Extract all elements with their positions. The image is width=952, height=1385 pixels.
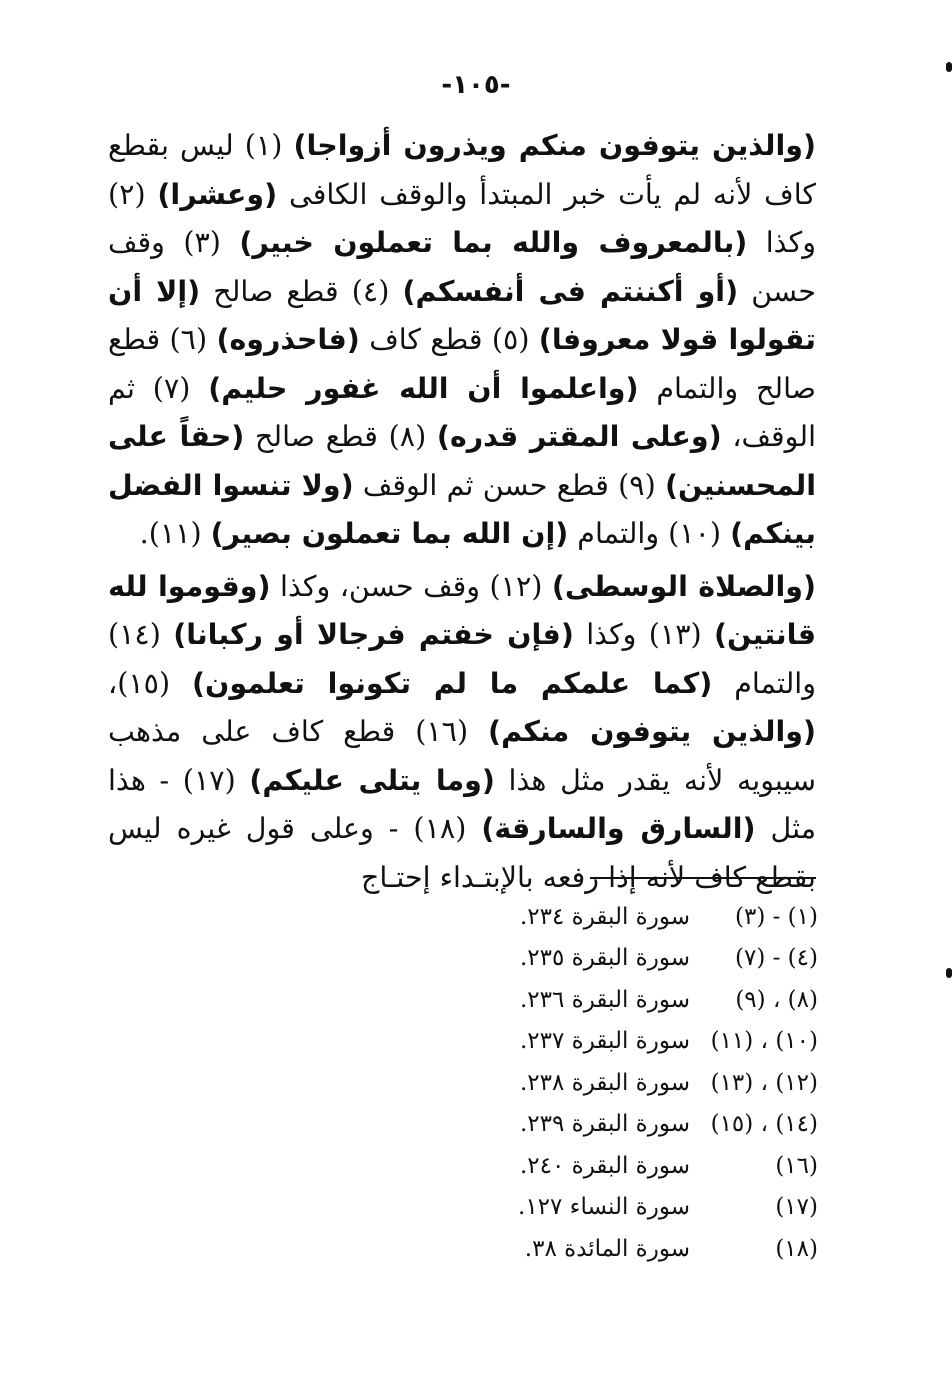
- footnote-row: [440, 1187, 818, 1229]
- quran-quote: (أو أكننتم فى أنفسكم): [402, 274, 739, 308]
- footnote-row: [440, 1062, 818, 1104]
- commentary-text: (١٦) قطع كاف على مذهب سيبويه لأنه يقدر مثل هذا: [108, 715, 816, 797]
- quran-quote: (حقاً على المحسنين): [108, 420, 816, 502]
- commentary-text: (١٢) وقف حسن، وكذا: [270, 569, 552, 603]
- footnote-ref: (٨) ، (٩): [735, 986, 818, 1013]
- footnote-source: سورة البقرة ٢٣٥.: [519, 945, 690, 972]
- commentary-text: (١) ليس بقطع كاف لأنه لم يأت خبر المبتدأ والوقف الكافى: [108, 129, 816, 211]
- body-paragraph: [108, 122, 816, 559]
- commentary-text: (٢) وكذا: [108, 177, 816, 259]
- commentary-text: (١٥)،: [108, 666, 193, 700]
- commentary-text: (١٠) والتمام: [568, 517, 731, 550]
- page-edge-mark: [946, 968, 952, 978]
- quran-quote: (السارق والسارقة): [481, 812, 756, 845]
- body-paragraph: [108, 563, 816, 903]
- commentary-text: (٣) وقف حسن: [108, 226, 816, 308]
- footnote-source: سورة البقرة ٢٣٨.: [519, 1069, 690, 1096]
- footnote-row: [440, 1021, 818, 1063]
- footnote-source: سورة البقرة ٢٣٤.: [519, 903, 690, 930]
- footnotes-list: [440, 896, 818, 1270]
- footnote-divider: [590, 877, 816, 879]
- quran-quote: (وما يتلى عليكم): [249, 763, 495, 797]
- quran-quote: (والذين يتوفون منكم): [488, 715, 816, 748]
- footnote-row: [440, 896, 818, 938]
- commentary-text: (٥) قطع كاف: [359, 323, 539, 356]
- footnote-row: [440, 1228, 818, 1270]
- commentary-text: (١٧) - هذا مثل: [108, 763, 816, 845]
- footnote-row: [440, 1145, 818, 1187]
- quran-quote: (والصلاة الوسطى): [551, 569, 817, 603]
- commentary-text: (٧) ثم الوقف،: [108, 371, 817, 453]
- commentary-text: (٤) قطع صالح: [200, 274, 403, 308]
- footnote-ref: (١٤) ، (١٥): [710, 1111, 818, 1138]
- footnote-source: سورة البقرة ٢٤٠.: [519, 1152, 690, 1179]
- quran-quote: (كما علمكم ما لم تكونوا تعلمون): [192, 666, 713, 700]
- footnote-ref: (١٠) ، (١١): [710, 1028, 818, 1055]
- commentary-text: (١٣) وكذا: [573, 618, 714, 651]
- quran-quote: (واعلموا أن الله غفور حليم): [208, 371, 639, 405]
- page-number: -١٠٥-: [441, 70, 511, 100]
- footnote-row: [440, 979, 818, 1021]
- commentary-text: (٨) قطع صالح: [244, 420, 437, 453]
- commentary-text: (١٨) - وعلى قول غيره ليس بقطع كاف لأنه إذا رفعه بالإبتـداء إحتـاج: [108, 812, 816, 894]
- body-text: [108, 122, 816, 902]
- footnote-ref: (١٧): [775, 1194, 818, 1221]
- quran-quote: (والذين يتوفون منكم ويذرون أزواجا): [293, 129, 816, 162]
- quran-quote: (وعلى المقتر قدره): [436, 420, 722, 453]
- quran-quote: (وقوموا لله قانتين): [108, 569, 816, 651]
- commentary-text: (١١).: [139, 517, 211, 550]
- footnote-row: [440, 938, 818, 980]
- footnote-ref: (١٨): [775, 1235, 818, 1262]
- footnote-source: سورة البقرة ٢٣٩.: [519, 1111, 690, 1138]
- footnote-source: سورة المائدة ٣٨.: [524, 1235, 690, 1262]
- quran-quote: (فاحذروه): [216, 323, 360, 356]
- footnote-source: سورة البقرة ٢٣٧.: [519, 1028, 690, 1055]
- footnote-source: سورة النساء ١٢٧.: [518, 1194, 690, 1221]
- commentary-text: (٦) قطع صالح والتمام: [108, 323, 817, 405]
- page-edge-mark: [946, 62, 952, 72]
- quran-quote: (بالمعروف والله بما تعملون خبير): [239, 226, 748, 259]
- commentary-text: (١٤) والتمام: [108, 618, 816, 700]
- quran-quote: (إلا أن تقولوا قولا معروفا): [108, 274, 816, 356]
- footnote-ref: (١٦): [775, 1152, 818, 1179]
- footnote-ref: (١) - (٣): [734, 903, 818, 930]
- quran-quote: (إن الله بما تعملون بصير): [210, 517, 569, 550]
- footnote-source: سورة البقرة ٢٣٦.: [519, 986, 690, 1013]
- quran-quote: (فإن خفتم فرجالا أو ركبانا): [173, 618, 574, 651]
- footnote-row: [440, 1104, 818, 1146]
- footnote-ref: (٤) - (٧): [734, 945, 818, 972]
- quran-quote: (ولا تنسوا الفضل بينكم): [108, 468, 816, 550]
- footnote-ref: (١٢) ، (١٣): [710, 1069, 818, 1096]
- commentary-text: (٩) قطع حسن ثم الوقف: [353, 468, 665, 502]
- quran-quote: (وعشرا): [157, 177, 278, 211]
